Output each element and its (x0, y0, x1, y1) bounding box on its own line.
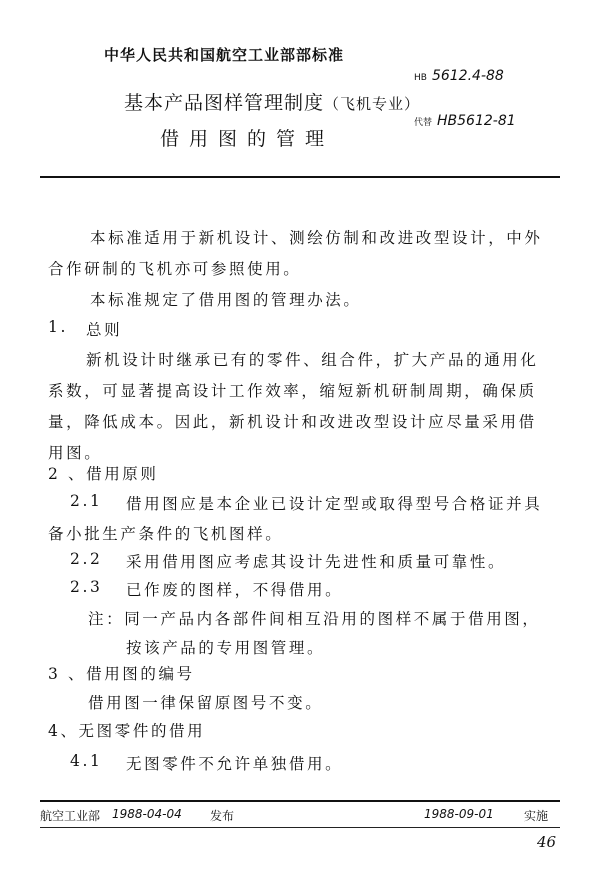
text-line: 备小批生产条件的飞机图样。 (48, 525, 284, 543)
replaces-standard (414, 113, 516, 129)
note-text: 注：同一产品内各部件间相互沿用的图样不属于借用图， (88, 610, 541, 628)
text-line: 本标准适用于新机设计、测绘仿制和改进改型设计，中外 (90, 229, 543, 247)
header-rule (40, 176, 560, 178)
title-scope: （飞机专业） (324, 95, 421, 113)
text-line: 量，降低成本。因此，新机设计和改进改型设计应尽量采用借 (48, 413, 537, 431)
text-line: 采用借用图应考虑其设计先进性和质量可靠性。 (126, 553, 507, 571)
text-line: 已作废的图样，不得借用。 (126, 581, 344, 599)
text-line: 借用图一律保留原图号不变。 (88, 694, 324, 712)
clause-number: 4.1 (70, 752, 103, 770)
footer-publish-label: 发布 (210, 809, 235, 823)
replaces-label: 代替 (414, 118, 433, 128)
clause-number: 2.3 (70, 578, 103, 596)
text-line: 用图。 (48, 444, 103, 462)
footer-publish-date: 1988-04-04 (112, 807, 182, 821)
section-heading: 3 、借用图的编号 (48, 665, 195, 683)
text-line: 无图零件不允许单独借用。 (126, 755, 344, 773)
text-line: 借用图应是本企业已设计定型或取得型号合格证并具 (126, 495, 543, 513)
text-line: 本标准规定了借用图的管理办法。 (90, 291, 362, 309)
text-line: 新机设计时继承已有的零件、组合件，扩大产品的通用化 (86, 351, 539, 369)
text-line: 系数，可显著提高设计工作效率，缩短新机研制周期，确保质 (48, 382, 537, 400)
footer-effective-date: 1988-09-01 (424, 807, 494, 821)
title-main: 基本产品图样管理制度 (124, 92, 325, 114)
clause-number: 2.2 (70, 550, 103, 568)
document-subtitle: 借用图的管理 (160, 128, 335, 150)
standard-number (414, 68, 504, 84)
footer-effective-label: 实施 (524, 809, 549, 823)
clause-number: 2.1 (70, 492, 103, 510)
document-title (124, 88, 420, 115)
section-heading: 2 、借用原则 (48, 465, 159, 483)
footer-rule-bottom (40, 827, 560, 828)
footer-rule-top (40, 800, 560, 802)
replaces-number-value: HB5612-81 (437, 113, 516, 129)
footer-publisher: 航空工业部 (40, 809, 101, 823)
standard-label: HB (414, 73, 427, 83)
text-line: 合作研制的飞机亦可参照使用。 (48, 260, 302, 278)
standard-number-value: 5612.4-88 (431, 68, 504, 84)
section-number: 1. (48, 318, 68, 336)
note-text: 按该产品的专用图管理。 (126, 639, 326, 657)
page-number: 46 (537, 833, 557, 851)
section-heading: 总则 (86, 321, 123, 339)
standard-issuer: 中华人民共和国航空工业部部标准 (104, 46, 345, 64)
section-heading: 4、无图零件的借用 (48, 722, 206, 740)
